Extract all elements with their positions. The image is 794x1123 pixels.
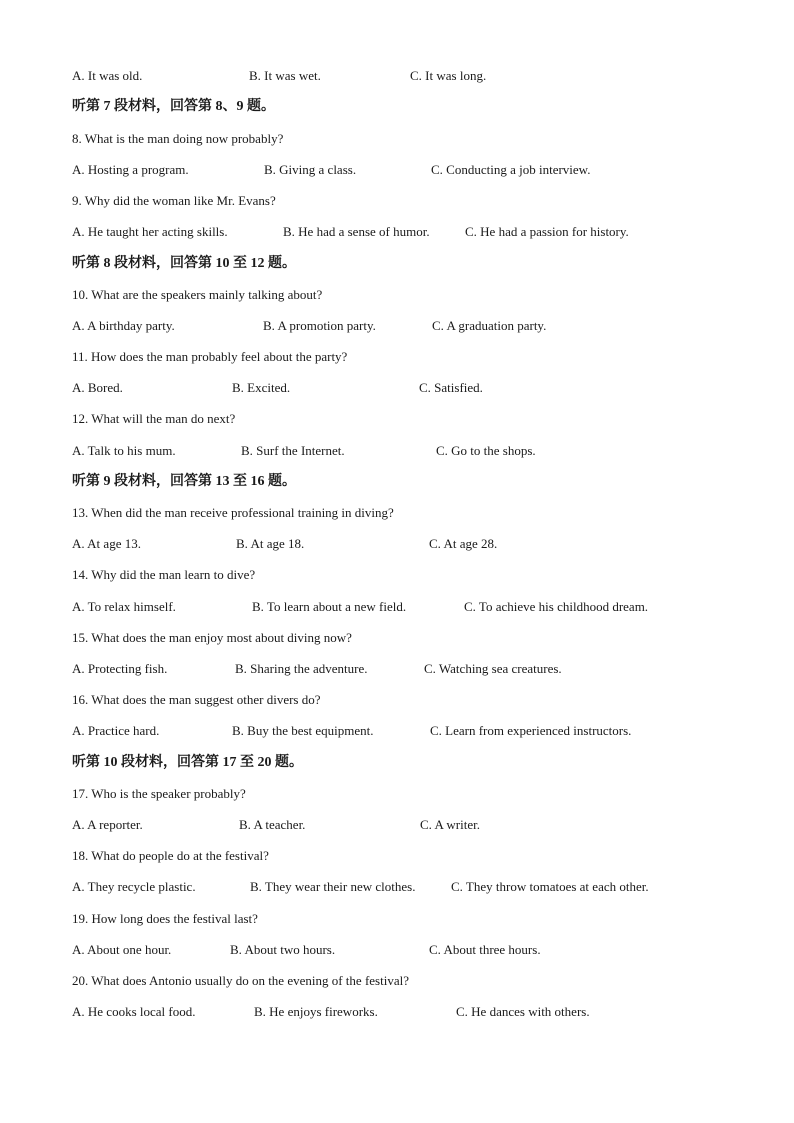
- q7-option-c: C. It was long.: [410, 68, 487, 83]
- q10-option-c: C. A graduation party.: [432, 318, 547, 333]
- q9-option-c: C. He had a passion for history.: [465, 224, 629, 239]
- q8-option-c: C. Conducting a job interview.: [431, 162, 591, 177]
- q10-options: [72, 316, 754, 336]
- q15-option-b: B. Sharing the adventure.: [235, 661, 368, 676]
- q20-question: 20. What does Antonio usually do on the evening of the festival?: [72, 973, 409, 988]
- q9-options: [72, 222, 754, 242]
- q11-option-a: A. Bored.: [72, 380, 123, 395]
- q19-question: 19. How long does the festival last?: [72, 911, 258, 926]
- q10-question: 10. What are the speakers mainly talking about?: [72, 287, 323, 302]
- q18-option-a: A. They recycle plastic.: [72, 879, 196, 894]
- q12-options: [72, 441, 754, 461]
- q16-option-a: A. Practice hard.: [72, 723, 160, 738]
- q18-options: [72, 877, 754, 897]
- q7-options: [72, 66, 754, 86]
- q20-options: [72, 1002, 754, 1022]
- q8-question: 8. What is the man doing now probably?: [72, 131, 284, 146]
- q11-option-c: C. Satisfied.: [419, 380, 483, 395]
- q12-option-c: C. Go to the shops.: [436, 443, 536, 458]
- q16-option-b: B. Buy the best equipment.: [232, 723, 374, 738]
- q9-question: 9. Why did the woman like Mr. Evans?: [72, 193, 276, 208]
- q11-option-b: B. Excited.: [232, 380, 291, 395]
- q14-option-c: C. To achieve his childhood dream.: [464, 599, 649, 614]
- section-heading-9: 听第 9 段材料，回答第 13 至 16 题。: [72, 474, 296, 489]
- q19-option-c: C. About three hours.: [429, 942, 541, 957]
- q14-option-a: A. To relax himself.: [72, 599, 176, 614]
- q13-options: [72, 534, 754, 554]
- q18-question: 18. What do people do at the festival?: [72, 848, 269, 863]
- q17-option-b: B. A teacher.: [239, 817, 306, 832]
- q16-option-c: C. Learn from experienced instructors.: [430, 723, 632, 738]
- q12-question: 12. What will the man do next?: [72, 411, 236, 426]
- q20-option-c: C. He dances with others.: [456, 1004, 590, 1019]
- q13-question: 13. When did the man receive professional training in diving?: [72, 505, 394, 520]
- q15-options: [72, 659, 754, 679]
- q7-option-b: B. It was wet.: [249, 68, 321, 83]
- q19-option-b: B. About two hours.: [230, 942, 336, 957]
- q13-option-b: B. At age 18.: [236, 536, 305, 551]
- section-heading-8: 听第 8 段材料，回答第 10 至 12 题。: [72, 256, 296, 271]
- q18-option-b: B. They wear their new clothes.: [250, 879, 416, 894]
- q12-option-b: B. Surf the Internet.: [241, 443, 345, 458]
- q20-option-a: A. He cooks local food.: [72, 1004, 196, 1019]
- q15-option-a: A. Protecting fish.: [72, 661, 168, 676]
- q17-options: [72, 815, 754, 835]
- q9-option-a: A. He taught her acting skills.: [72, 224, 228, 239]
- q11-options: [72, 378, 754, 398]
- q11-question: 11. How does the man probably feel about the party?: [72, 349, 348, 364]
- q9-option-b: B. He had a sense of humor.: [283, 224, 430, 239]
- q20-option-b: B. He enjoys fireworks.: [254, 1004, 378, 1019]
- q17-option-c: C. A writer.: [420, 817, 480, 832]
- q14-options: [72, 597, 754, 617]
- q13-option-c: C. At age 28.: [429, 536, 498, 551]
- q17-question: 17. Who is the speaker probably?: [72, 786, 246, 801]
- q10-option-a: A. A birthday party.: [72, 318, 175, 333]
- section-heading-10: 听第 10 段材料，回答第 17 至 20 题。: [72, 755, 303, 770]
- q16-question: 16. What does the man suggest other divers do?: [72, 692, 321, 707]
- q19-options: [72, 940, 754, 960]
- q15-question: 15. What does the man enjoy most about diving now?: [72, 630, 352, 645]
- q13-option-a: A. At age 13.: [72, 536, 141, 551]
- q8-options: [72, 160, 754, 180]
- section-heading-7: 听第 7 段材料，回答第 8、9 题。: [72, 99, 275, 114]
- q16-options: [72, 721, 754, 741]
- q14-question: 14. Why did the man learn to dive?: [72, 567, 256, 582]
- q7-option-a: A. It was old.: [72, 68, 143, 83]
- q15-option-c: C. Watching sea creatures.: [424, 661, 562, 676]
- q12-option-a: A. Talk to his mum.: [72, 443, 176, 458]
- q17-option-a: A. A reporter.: [72, 817, 143, 832]
- q14-option-b: B. To learn about a new field.: [252, 599, 407, 614]
- q8-option-b: B. Giving a class.: [264, 162, 357, 177]
- q8-option-a: A. Hosting a program.: [72, 162, 189, 177]
- q19-option-a: A. About one hour.: [72, 942, 172, 957]
- q10-option-b: B. A promotion party.: [263, 318, 376, 333]
- q18-option-c: C. They throw tomatoes at each other.: [451, 879, 649, 894]
